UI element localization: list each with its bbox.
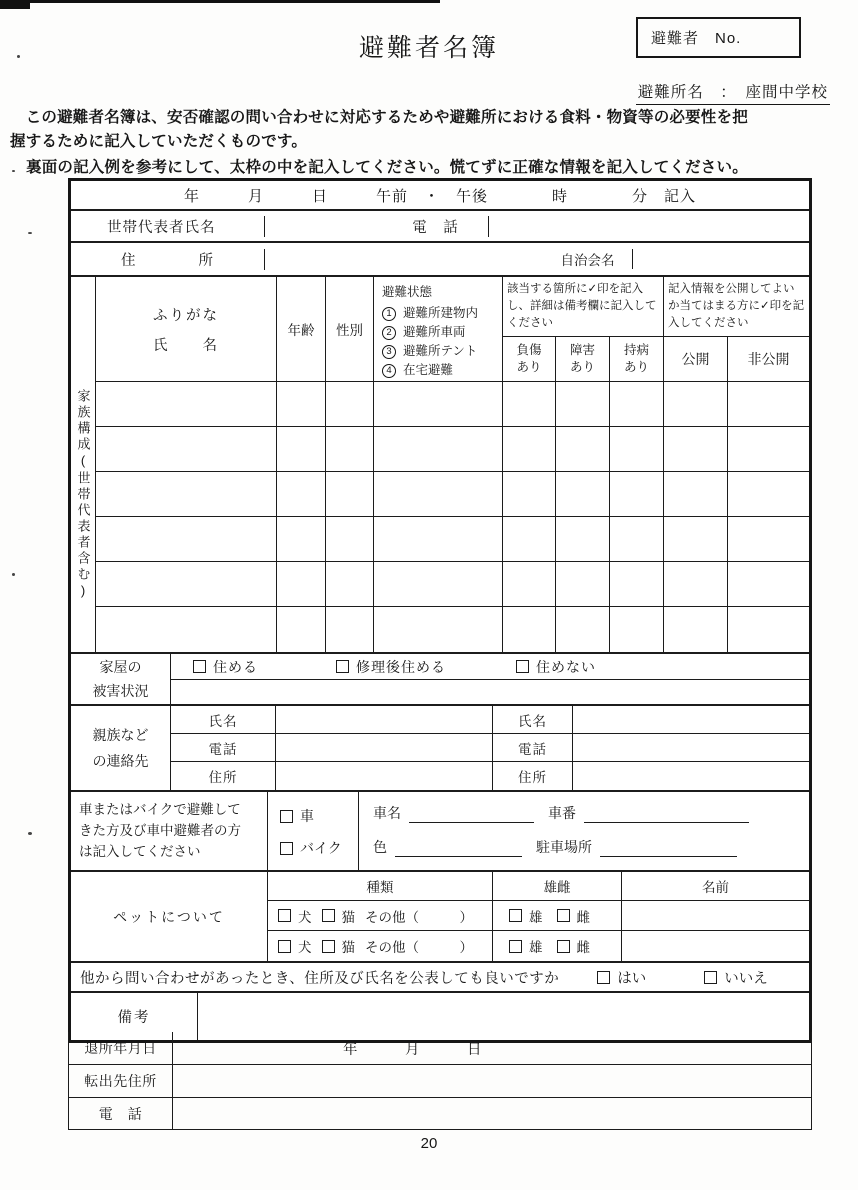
- name-label: 氏 名: [153, 337, 219, 354]
- family-cell-gender-row2[interactable]: [326, 427, 374, 472]
- furigana-label: ふりがな: [153, 307, 219, 324]
- family-cell-private-row2[interactable]: [728, 427, 809, 472]
- forward-address-field[interactable]: [173, 1065, 811, 1097]
- family-cell-private-row1[interactable]: [728, 382, 809, 427]
- association-label: 自治会名: [543, 249, 633, 269]
- checkbox-bike[interactable]: [280, 842, 293, 855]
- family-cell-status-row2[interactable]: [374, 427, 503, 472]
- family-cell-age-row2[interactable]: [277, 427, 326, 472]
- status-option-2: 2 避難所車両: [382, 323, 466, 342]
- car-number-field[interactable]: [584, 807, 749, 823]
- privacy-question: 他から問い合わせがあったとき、住所及び氏名を公表しても良いですか: [80, 970, 560, 987]
- evacuee-number-label: 避難者 No.: [651, 30, 742, 47]
- scan-artifact: [0, 0, 440, 3]
- leave-date-label: 退所年月日: [69, 1032, 173, 1064]
- family-cell-disability-row3[interactable]: [556, 472, 610, 517]
- public-header: 公開: [664, 337, 728, 381]
- footer-phone-row: [69, 1098, 811, 1129]
- color-field[interactable]: [395, 841, 522, 857]
- pet-row-1: [268, 901, 809, 931]
- family-cell-disability-row4[interactable]: [556, 517, 610, 562]
- relative-address-label-2: 住所: [493, 762, 573, 790]
- parking-field[interactable]: [600, 841, 737, 857]
- representative-name-label: 世帯代表者氏名: [71, 216, 265, 237]
- family-section: [71, 277, 809, 654]
- instruction-text: 裏面の記入例を参考にして、太枠の中を記入してください。慌てずに正確な情報を記入してください。: [26, 159, 748, 176]
- relatives-section: [71, 706, 809, 792]
- relative-address-field-2[interactable]: [573, 762, 809, 790]
- family-cell-public-row5[interactable]: [664, 562, 728, 607]
- scan-speck: [28, 232, 32, 234]
- age-column-header: 年齢: [277, 277, 326, 381]
- page-number: 20: [420, 1135, 438, 1152]
- relative-phone-label-2: 電話: [493, 734, 573, 761]
- family-cell-injury-row2[interactable]: [503, 427, 556, 472]
- car-number-label: 車番: [548, 805, 576, 821]
- family-cell-illness-row2[interactable]: [610, 427, 664, 472]
- pets-label: ペットについて: [71, 872, 268, 961]
- footer-phone-label: 電 話: [69, 1098, 173, 1129]
- intro-line-1: この避難者名簿は、安否確認の問い合わせに対応するためや避難所における食料・物資等の必要性を把: [10, 109, 748, 126]
- family-cell-illness-row4[interactable]: [610, 517, 664, 562]
- phone-label: 電 話: [383, 216, 489, 237]
- option-yes[interactable]: はい: [597, 967, 646, 988]
- family-cell-disability-row6[interactable]: [556, 607, 610, 652]
- family-cell-private-row3[interactable]: [728, 472, 809, 517]
- relative-name-row: [171, 706, 809, 734]
- leave-date-row: [69, 1032, 811, 1065]
- family-cell-public-row2[interactable]: [664, 427, 728, 472]
- option-cat-2[interactable]: 猫: [322, 936, 356, 956]
- address-label: 住 所: [71, 249, 265, 270]
- scan-speck: [28, 832, 32, 835]
- option-cat-1[interactable]: 猫: [322, 906, 356, 926]
- forward-address-label: 転出先住所: [69, 1065, 173, 1097]
- circled-1-icon: 1: [382, 307, 396, 321]
- family-cell-public-row3[interactable]: [664, 472, 728, 517]
- family-cell-gender-row6[interactable]: [326, 607, 374, 652]
- injury-header: 負傷 あり: [503, 337, 556, 381]
- relative-phone-row: [171, 734, 809, 762]
- option-livable[interactable]: 住める: [193, 657, 258, 677]
- pet-row-2: [268, 931, 809, 961]
- family-cell-disability-row5[interactable]: [556, 562, 610, 607]
- family-cell-injury-row4[interactable]: [503, 517, 556, 562]
- family-cell-name-row6[interactable]: [96, 607, 277, 652]
- option-other-1[interactable]: その他（ ）: [365, 909, 473, 925]
- family-cell-injury-row5[interactable]: [503, 562, 556, 607]
- circled-3-icon: 3: [382, 345, 396, 359]
- option-other-2[interactable]: その他（ ）: [365, 940, 473, 955]
- intro-text: [10, 106, 850, 154]
- family-cell-status-row1[interactable]: [374, 382, 503, 427]
- house-damage-label: 家屋の 被害状況: [71, 654, 171, 704]
- family-cell-gender-row3[interactable]: [326, 472, 374, 517]
- remarks-label: 備考: [71, 993, 198, 1040]
- exit-info-table: [68, 1032, 812, 1130]
- page-title: 避難者名簿: [358, 34, 499, 62]
- gender-column-header: 性別: [326, 277, 374, 381]
- pet-sex-header: 雄雌: [493, 872, 622, 900]
- pet-type-header: 種類: [268, 872, 493, 900]
- main-form: [68, 178, 812, 1043]
- family-cell-private-row5[interactable]: [728, 562, 809, 607]
- option-not-livable[interactable]: 住めない: [516, 657, 596, 677]
- checkbox-dog-1[interactable]: [278, 909, 291, 922]
- family-cell-illness-row5[interactable]: [610, 562, 664, 607]
- option-dog-2[interactable]: 犬: [278, 936, 312, 956]
- pets-section: [71, 872, 809, 963]
- relative-address-row: [171, 762, 809, 790]
- family-side-label: 家族構成(世帯代表者含む): [75, 389, 91, 601]
- option-male-2[interactable]: 雄: [509, 936, 543, 956]
- family-cell-disability-row2[interactable]: [556, 427, 610, 472]
- scan-artifact: [0, 0, 30, 9]
- vehicle-note: 車またはバイクで避難して きた方及び車中避難者の方 は記入してください: [71, 792, 268, 870]
- family-cell-injury-row3[interactable]: [503, 472, 556, 517]
- family-cell-name-row5[interactable]: [96, 562, 277, 607]
- relative-phone-label-1: 電話: [171, 734, 276, 761]
- family-cell-illness-row3[interactable]: [610, 472, 664, 517]
- family-cell-private-row6[interactable]: [728, 607, 809, 652]
- family-cell-private-row4[interactable]: [728, 517, 809, 562]
- checkbox-yes[interactable]: [597, 971, 610, 984]
- leave-date-field[interactable]: 年 月 日: [343, 1041, 483, 1058]
- entry-date-row[interactable]: [71, 181, 809, 211]
- family-cell-gender-row1[interactable]: [326, 382, 374, 427]
- checkbox-female-2[interactable]: [557, 940, 570, 953]
- family-cell-age-row3[interactable]: [277, 472, 326, 517]
- forward-address-row: [69, 1065, 811, 1098]
- privacy-section: [71, 963, 809, 993]
- shelter-name-line: 避難所名 ： 座間中学校: [636, 80, 830, 105]
- status-title: 避難状態: [382, 285, 433, 299]
- family-cell-status-row6[interactable]: [374, 607, 503, 652]
- relative-address-field-1[interactable]: [276, 762, 493, 790]
- footer-phone-field[interactable]: [173, 1098, 811, 1129]
- option-bike[interactable]: バイク: [280, 838, 358, 858]
- family-cell-age-row6[interactable]: [277, 607, 326, 652]
- pets-header-row: [268, 872, 809, 901]
- disability-header: 障害 あり: [556, 337, 610, 381]
- name-column-header: [96, 277, 277, 381]
- checkbox-no[interactable]: [704, 971, 717, 984]
- family-cell-name-row1[interactable]: [96, 382, 277, 427]
- relative-phone-field-1[interactable]: [276, 734, 493, 761]
- option-female-1[interactable]: 雌: [557, 906, 591, 926]
- family-cell-status-row3[interactable]: [374, 472, 503, 517]
- house-damage-section: [71, 654, 809, 706]
- relative-address-label-1: 住所: [171, 762, 276, 790]
- option-male-1[interactable]: 雄: [509, 906, 543, 926]
- family-cell-public-row1[interactable]: [664, 382, 728, 427]
- family-cell-age-row4[interactable]: [277, 517, 326, 562]
- family-cell-injury-row1[interactable]: [503, 382, 556, 427]
- pet-name-field-2[interactable]: [622, 931, 809, 961]
- car-name-field[interactable]: [409, 807, 534, 823]
- family-cell-name-row2[interactable]: [96, 427, 277, 472]
- checkbox-dog-2[interactable]: [278, 940, 291, 953]
- check-note: 該当する箇所に✓印を記入し、詳細は備考欄に記入してください: [503, 277, 664, 337]
- family-cell-status-row4[interactable]: [374, 517, 503, 562]
- private-header: 非公開: [747, 351, 790, 367]
- status-option-1: 1 避難所建物内: [382, 304, 478, 323]
- color-label: 色: [373, 839, 387, 855]
- relative-name-label-2: 氏名: [493, 706, 573, 733]
- checkbox-male-2[interactable]: [509, 940, 522, 953]
- family-cell-public-row4[interactable]: [664, 517, 728, 562]
- family-cell-age-row1[interactable]: [277, 382, 326, 427]
- vehicle-section: [71, 792, 809, 872]
- status-option-3: 3 避難所テント: [382, 342, 477, 361]
- family-cell-public-row6[interactable]: [664, 607, 728, 652]
- pet-name-field-1[interactable]: [622, 901, 809, 930]
- relative-name-field-1[interactable]: [276, 706, 493, 733]
- family-side-label-cell: [71, 277, 96, 652]
- family-cell-age-row5[interactable]: [277, 562, 326, 607]
- house-damage-options: [171, 654, 809, 680]
- family-header: [96, 277, 809, 382]
- checkbox-cat-1[interactable]: [322, 909, 335, 922]
- option-livable-after-repair[interactable]: 修理後住める: [336, 657, 446, 677]
- illness-header: 持病 あり: [610, 337, 664, 381]
- evacuation-status-header: [374, 277, 503, 381]
- option-no[interactable]: いいえ: [704, 967, 768, 988]
- checkbox-car[interactable]: [280, 810, 293, 823]
- option-female-2[interactable]: 雌: [557, 936, 591, 956]
- representative-row: [71, 211, 809, 243]
- family-cell-illness-row1[interactable]: [610, 382, 664, 427]
- house-damage-detail-field[interactable]: [171, 680, 809, 704]
- family-cell-gender-row5[interactable]: [326, 562, 374, 607]
- address-row: [71, 243, 809, 277]
- family-cell-disability-row1[interactable]: [556, 382, 610, 427]
- relative-name-label-1: 氏名: [171, 706, 276, 733]
- vehicle-fields: [359, 792, 809, 870]
- scan-speck: [12, 573, 15, 576]
- entry-date-text: 年 月 日 午前 ・ 午後 時 分 記入: [183, 187, 696, 205]
- publish-note: 記入情報を公開してよいか当てはまる方に✓印を記入してください: [664, 277, 809, 337]
- intro-line-2: 握するために記入していただくものです。: [10, 133, 308, 150]
- checkbox-livable-after-repair[interactable]: [336, 660, 349, 673]
- parking-label: 駐車場所: [536, 839, 592, 855]
- option-dog-1[interactable]: 犬: [278, 906, 312, 926]
- vehicle-type-cell: [268, 792, 359, 870]
- circled-4-icon: 4: [382, 364, 396, 378]
- car-name-label: 車名: [373, 805, 401, 821]
- circled-2-icon: 2: [382, 326, 396, 340]
- family-rows: [96, 382, 809, 652]
- relatives-label: 親族など の連絡先: [71, 706, 171, 790]
- scan-speck: [12, 170, 15, 172]
- relative-name-field-2[interactable]: [573, 706, 809, 733]
- family-cell-status-row5[interactable]: [374, 562, 503, 607]
- checkbox-livable[interactable]: [193, 660, 206, 673]
- family-cell-gender-row4[interactable]: [326, 517, 374, 562]
- checkbox-female-1[interactable]: [557, 909, 570, 922]
- family-cell-illness-row6[interactable]: [610, 607, 664, 652]
- checkbox-male-1[interactable]: [509, 909, 522, 922]
- family-cell-injury-row6[interactable]: [503, 607, 556, 652]
- checkbox-not-livable[interactable]: [516, 660, 529, 673]
- option-car[interactable]: 車: [280, 806, 358, 826]
- family-cell-name-row3[interactable]: [96, 472, 277, 517]
- status-option-4: 4 在宅避難: [382, 361, 453, 380]
- family-cell-name-row4[interactable]: [96, 517, 277, 562]
- checkbox-cat-2[interactable]: [322, 940, 335, 953]
- relative-phone-field-2[interactable]: [573, 734, 809, 761]
- pet-name-header: 名前: [702, 880, 729, 895]
